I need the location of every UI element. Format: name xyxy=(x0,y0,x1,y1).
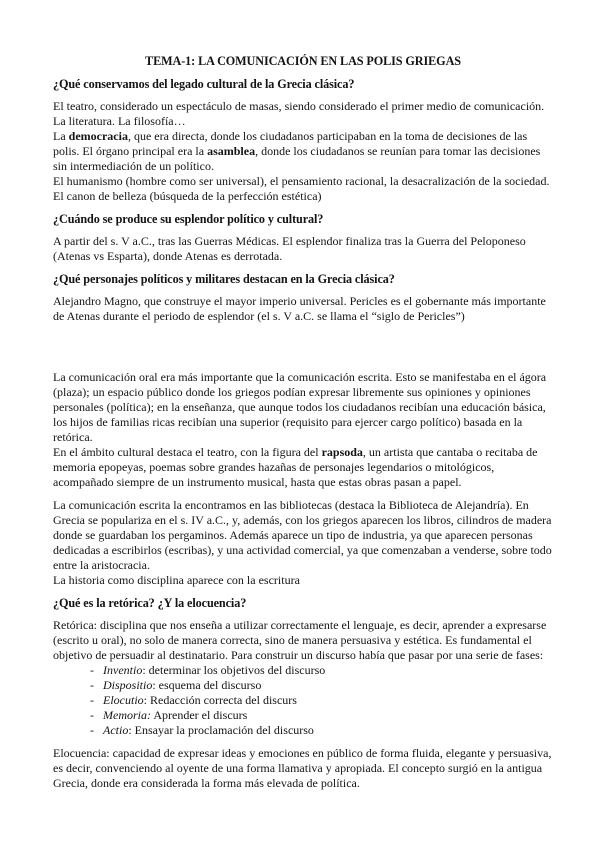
document-page xyxy=(53,46,553,799)
list-item: - Elocutio: Redacción correcta del discurs xyxy=(90,693,297,707)
section-legacy xyxy=(53,99,553,204)
paragraph-democracy: La democracia, que era directa, donde los ciudadanos participaban en la toma de decisiones de las polis. El órgano principal era la asamblea, donde los ciudadanos se reunían para tomar las decisiones sin intermediación de un político. xyxy=(53,129,541,173)
section-rhetoric xyxy=(53,618,553,738)
question-legacy: ¿Qué conservamos del legado cultural de la Grecia clásica? xyxy=(53,77,355,91)
paragraph-humanism: El humanismo (hombre como ser universal), el pensamiento racional, la desacralización de la sociedad. El canon de belleza (búsqueda de la perfección estética) xyxy=(53,174,550,203)
paragraph-rapsoda: En el ámbito cultural destaca el teatro, con la figura del rapsoda, un artista que cantaba o recitaba de memoria epopeyas, poemas sobre grandes hazañas de personajes legendarios o mitológicos, acompañado siempre de un instrumento musical, hasta que estas obras pasan a papel. xyxy=(53,445,538,489)
paragraph-oral-communication: La comunicación oral era más importante que la comunicación escrita. Esto se manifestaba en el ágora (plaza); un espacio público donde los griegos podían expresar libremente sus opiniones y opiniones personales (política); en la enseñanza, que aunque todos los ciudadanos recibían una educación básica, los hijos de familias ricas recibían una superior (requisito para ejercer cargo político) basada en la retórica. xyxy=(53,370,547,444)
question-figures: ¿Qué personajes políticos y militares destacan en la Grecia clásica? xyxy=(53,272,395,286)
section-figures xyxy=(53,294,553,324)
list-item: - Inventio: determinar los objetivos del discurso xyxy=(90,663,326,677)
paragraph-history: La historia como disciplina aparece con la escritura xyxy=(53,573,300,587)
section-communication xyxy=(53,370,553,490)
paragraph-theatre: El teatro, considerado un espectáculo de masas, siendo considerado el primer medio de comunicación. La literatura. La filosofía… xyxy=(53,99,545,128)
list-item: - Dispositio: esquema del discurso xyxy=(90,678,262,692)
question-rhetoric: ¿Qué es la retórica? ¿Y la elocuencia? xyxy=(53,596,247,610)
term-rapsoda: rapsoda xyxy=(321,445,363,459)
term-asamblea: asamblea xyxy=(207,144,256,158)
paragraph-splendor: A partir del s. V a.C., tras las Guerras Médicas. El esplendor finaliza tras la Guerra del Peloponeso (Atenas vs Esparta), donde Atenas es derrotada. xyxy=(53,234,526,263)
term-democracia: democracia xyxy=(68,129,128,143)
question-splendor: ¿Cuándo se produce su esplendor político y cultural? xyxy=(53,212,324,226)
section-written xyxy=(53,498,553,588)
list-item: - Actio: Ensayar la proclamación del discurso xyxy=(90,723,314,737)
paragraph-figures: Alejandro Magno, que construye el mayor imperio universal. Pericles es el gobernante más importante de Atenas durante el periodo de esplendor (el s. V a.C. se llama el “siglo de Pericles”) xyxy=(53,294,546,323)
page-title: TEMA-1: LA COMUNICACIÓN EN LAS POLIS GRIEGAS xyxy=(145,54,461,68)
phases-list xyxy=(53,663,553,738)
paragraph-written-communication: La comunicación escrita la encontramos en las bibliotecas (destaca la Biblioteca de Alejandría). En Grecia se populariza en el s. IV a.C., y, además, con los griegos aparecen los libros, cilindros de madera donde se guardaban los pergaminos. Además aparece un tipo de industria, ya que aparecen personas dedicadas a escribirlos (escribas), y una actividad comercial, ya que comenzaban a venderse, sobre todo entre la aristocracia. xyxy=(53,498,552,572)
paragraph-eloquence: Elocuencia: capacidad de expresar ideas y emociones en público de forma fluida, elegante y persuasiva, es decir, convenciendo al oyente de una forma llamativa y apropiada. El concepto surgió en la antigua Grecia, donde era considerada la forma más elevada de política. xyxy=(53,746,552,790)
section-eloquence xyxy=(53,746,553,791)
paragraph-rhetoric: Retórica: disciplina que nos enseña a utilizar correctamente el lenguaje, es decir, aprender a expresarse (escrito u oral), no solo de manera correcta, sino de manera persuasiva y estética. Es fundamental el objetivo de persuadir al destinatario. Para construir un discurso había que pasar por una serie de fases: xyxy=(53,618,547,662)
section-splendor xyxy=(53,234,553,264)
list-item: - Memoria: Aprender el discurs xyxy=(90,708,248,722)
